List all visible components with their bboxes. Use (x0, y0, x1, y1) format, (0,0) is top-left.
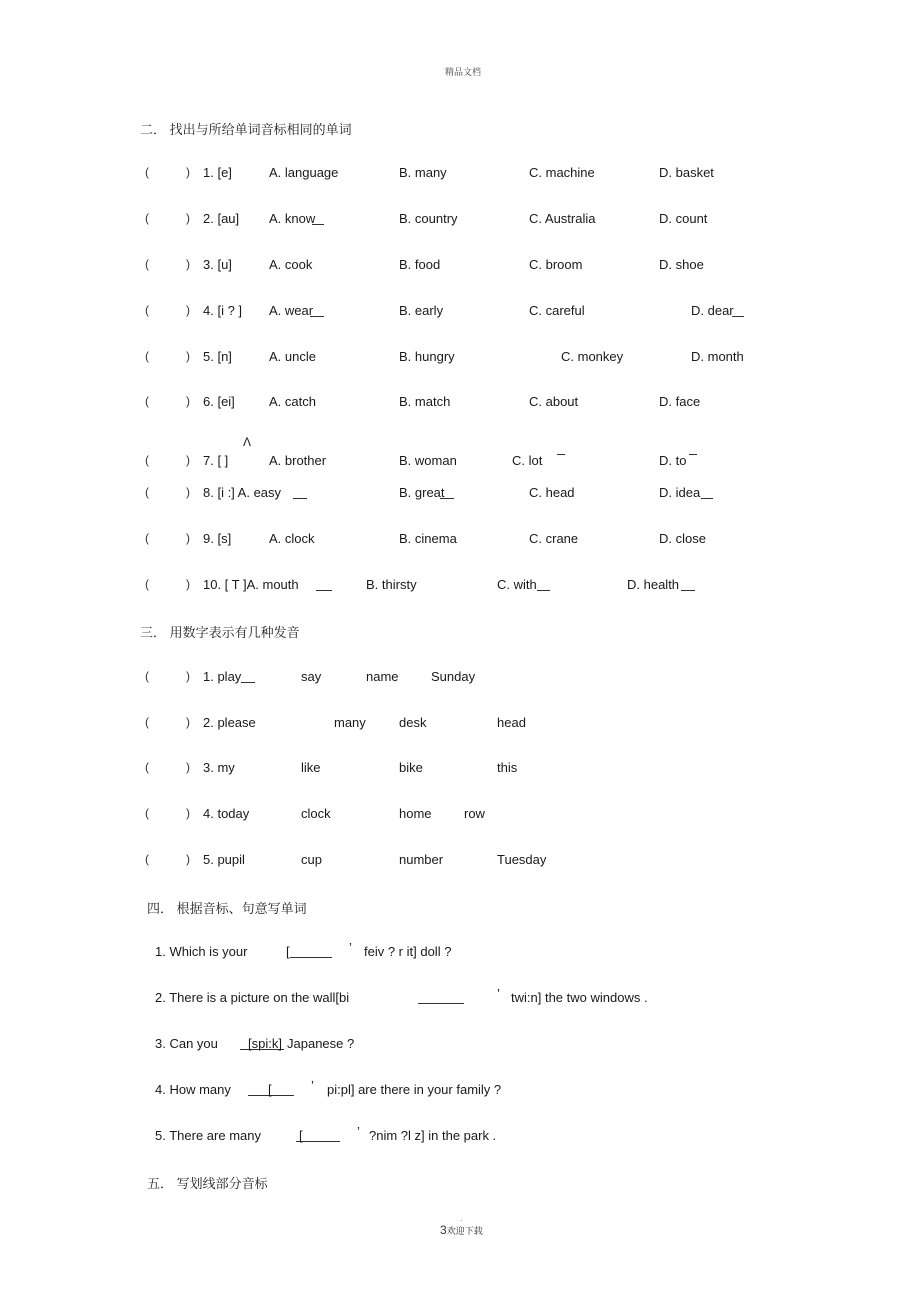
s2-q8-b-underline (440, 486, 454, 499)
s4-item-2-blank (418, 991, 464, 1004)
s2-q9-option-d: D. close (659, 531, 706, 546)
s2-q9-number: 9. [s] (203, 531, 232, 546)
s4-item-4-bracket: [ (268, 1082, 272, 1097)
s2-q5-option-a: A. uncle (269, 349, 316, 364)
s4-item-2-phonetic: twi:n] the two windows . (511, 990, 648, 1005)
s4-item-5-phonetic: ?nim ?l z] in the park . (369, 1128, 497, 1143)
s2-q2-option-d: D. count (659, 211, 708, 226)
s4-item-4-mark: ’ (311, 1078, 314, 1093)
s2-q10-d-underline (681, 578, 695, 591)
s2-q10-number-and-option-a: 10. [ T ]A. mouth (203, 577, 299, 592)
s2-q10-a-underline (316, 578, 332, 591)
s2-q10-option-c: C. with (497, 577, 537, 592)
s2-q4-d-underline (732, 304, 744, 317)
s3-q1-word-4: Sunday (431, 669, 476, 684)
s2-q1-number: 1. [e] (203, 165, 232, 180)
page-number: 3 (440, 1223, 447, 1237)
s3-q3-word-1: 3. my (203, 760, 235, 775)
s2-q10-c-underline (537, 578, 550, 591)
s2-q4-option-d: D. dear (691, 303, 734, 318)
s2-q8-d-underline (701, 486, 713, 499)
s4-item-5-text: 5. There are many (155, 1128, 261, 1143)
s3-q1-word-2: say (301, 669, 322, 684)
s2-q8-option-b: B. great (399, 485, 445, 500)
s2-q1-option-c: C. machine (529, 165, 595, 180)
s2-q3-option-b: B. food (399, 257, 441, 272)
s2-q1-option-b: B. many (399, 165, 447, 180)
section-4-title: 四． 根据音标、句意写单词 (147, 901, 307, 916)
s3-q5-word-4: Tuesday (497, 852, 547, 867)
s2-q8-option-c: C. head (529, 485, 575, 500)
s2-q4-option-a: A. wear (269, 303, 314, 318)
s2-q9-option-b: B. cinema (399, 531, 457, 546)
s4-item-5-mark: ’ (357, 1124, 360, 1139)
s2-q1-option-d: D. basket (659, 165, 714, 180)
s2-q4-option-c: C. careful (529, 303, 585, 318)
s2-q4-a-underline (310, 304, 324, 317)
s3-q3-word-4: this (497, 760, 518, 775)
s2-q8-option-d: D. idea (659, 485, 701, 500)
s2-q7-phonetic-caret: Λ (243, 435, 252, 449)
s2-q8-a-underline (293, 486, 307, 499)
s2-q5-option-d: D. month (691, 349, 744, 364)
s2-q3-option-c: C. broom (529, 257, 583, 272)
s2-q7-option-a: A. brother (269, 453, 327, 468)
s2-q7-option-d: D. to (659, 453, 687, 468)
s3-q3-word-3: bike (399, 760, 423, 775)
s2-q3-option-d: D. shoe (659, 257, 704, 272)
s2-q10-option-b: B. thirsty (366, 577, 417, 592)
s2-q2-option-b: B. country (399, 211, 458, 226)
s4-item-2-mark: ’ (497, 986, 500, 1001)
s3-q4-word-4: row (464, 806, 485, 821)
s2-q9-option-a: A. clock (269, 531, 315, 546)
s2-q6-option-d: D. face (659, 394, 701, 409)
s4-item-3-text: 3. Can you (155, 1036, 218, 1051)
s2-q1-option-a: A. language (269, 165, 339, 180)
s2-q7-number: 7. [ ] (203, 453, 229, 468)
s2-q2-option-c: C. Australia (529, 211, 596, 226)
s4-item-4-phonetic: pi:pl] are there in your family ? (327, 1082, 502, 1097)
s3-q1-underline (241, 670, 255, 683)
s4-item-5-bracket: [ (299, 1128, 303, 1143)
s4-item-1-mark: ’ (349, 940, 352, 955)
s2-q3-number: 3. [u] (203, 257, 232, 272)
s3-q3-word-2: like (301, 760, 321, 775)
s3-q5-word-1: 5. pupil (203, 852, 245, 867)
s3-q4-word-3: home (399, 806, 432, 821)
s3-q2-word-1: 2. please (203, 715, 256, 730)
s3-q4-word-1: 4. today (203, 806, 250, 821)
footer-text: 欢迎下载 (446, 1226, 483, 1236)
section-5-title: 五． 写划线部分音标 (147, 1176, 268, 1191)
s4-item-4-text: 4. How many (155, 1082, 231, 1097)
s2-q6-number: 6. [ei] (203, 394, 235, 409)
s2-q6-option-a: A. catch (269, 394, 316, 409)
s2-q6-option-b: B. match (399, 394, 451, 409)
s3-q1-word-3: name (366, 669, 399, 684)
s4-item-3-phonetic: [spi:k] (248, 1036, 282, 1051)
s4-item-1-blank (290, 945, 332, 958)
s3-q2-word-3: desk (399, 715, 427, 730)
s2-q4-option-b: B. early (399, 303, 444, 318)
s2-q10-option-d: D. health (627, 577, 680, 592)
section-2-title: 二． 找出与所给单词音标相同的单词 (140, 122, 352, 137)
s4-item-2-text: 2. There is a picture on the wall[bi (155, 990, 350, 1005)
s3-q2-word-4: head (497, 715, 526, 730)
s2-q7-option-c: C. lot (512, 453, 543, 468)
s2-q3-option-a: A. cook (269, 257, 313, 272)
s4-item-1-bracket: [ (286, 944, 290, 959)
s2-q4-number: 4. [i ? ] (203, 303, 243, 318)
s2-q5-number: 5. [n] (203, 349, 232, 364)
s2-q7-d-dash (689, 446, 697, 455)
s3-q2-word-2: many (334, 715, 366, 730)
s2-q2-number: 2. [au] (203, 211, 240, 226)
s3-q4-word-2: clock (301, 806, 331, 821)
s2-q7-c-dash (557, 446, 565, 455)
s2-q2-option-a: A. know (269, 211, 316, 226)
s2-q7-option-b: B. woman (399, 453, 457, 468)
s3-q5-word-2: cup (301, 852, 322, 867)
page-header: 精品文档 (445, 67, 482, 77)
s2-q2-a-underline (312, 212, 324, 225)
s3-q1-word-1: 1. play (203, 669, 242, 684)
s2-q5-option-c: C. monkey (561, 349, 624, 364)
s3-q5-word-3: number (399, 852, 444, 867)
s2-q5-option-b: B. hungry (399, 349, 455, 364)
s4-item-1-phonetic: feiv ? r it] doll ? (364, 944, 452, 959)
s4-item-3-rest: Japanese ? (287, 1036, 355, 1051)
s2-q9-option-c: C. crane (529, 531, 579, 546)
s2-q8-number-and-option-a: 8. [i :] A. easy (203, 485, 282, 500)
section-3-title: 三． 用数字表示有几种发音 (140, 625, 300, 640)
s4-item-1-text: 1. Which is your (155, 944, 248, 959)
footer-dot: . (460, 1217, 463, 1223)
s2-q6-option-c: C. about (529, 394, 579, 409)
page-footer (440, 1217, 483, 1237)
